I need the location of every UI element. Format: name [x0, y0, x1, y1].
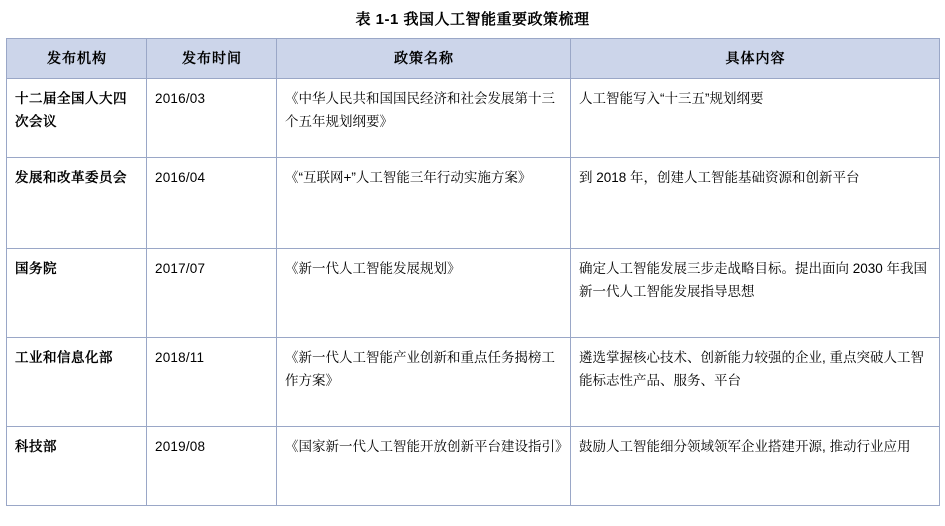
column-header-date: 发布时间: [147, 39, 277, 79]
table-row: [7, 337, 940, 426]
cell-org: 十二届全国人大四次会议: [7, 78, 147, 157]
cell-policy-name: 《“互联网+”人工智能三年行动实施方案》: [277, 157, 571, 248]
column-header-details: 具体内容: [571, 39, 940, 79]
cell-org: 科技部: [7, 426, 147, 505]
table-row: [7, 78, 940, 157]
cell-org: 工业和信息化部: [7, 337, 147, 426]
cell-policy-name: 《新一代人工智能产业创新和重点任务揭榜工作方案》: [277, 337, 571, 426]
policy-table: [6, 38, 940, 506]
cell-details: 到 2018 年，创建人工智能基础资源和创新平台: [571, 157, 940, 248]
column-header-org: 发布机构: [7, 39, 147, 79]
table-body: [7, 78, 940, 505]
table-row: [7, 157, 940, 248]
table-title: 表 1-1 我国人工智能重要政策梳理: [355, 11, 590, 28]
cell-policy-name: 《中华人民共和国国民经济和社会发展第十三个五年规划纲要》: [277, 78, 571, 157]
cell-details: 鼓励人工智能细分领域领军企业搭建开源, 推动行业应用: [571, 426, 940, 505]
cell-date: 2017/07: [147, 248, 277, 337]
cell-details: 人工智能写入“十三五”规划纲要: [571, 78, 940, 157]
cell-policy-name: 《新一代人工智能发展规划》: [277, 248, 571, 337]
cell-org: 国务院: [7, 248, 147, 337]
cell-date: 2016/04: [147, 157, 277, 248]
table-row: [7, 248, 940, 337]
cell-details: 确定人工智能发展三步走战略目标。提出面向 2030 年我国新一代人工智能发展指导思想: [571, 248, 940, 337]
cell-org: 发展和改革委员会: [7, 157, 147, 248]
table-row: [7, 426, 940, 505]
cell-policy-name: 《国家新一代人工智能开放创新平台建设指引》: [277, 426, 571, 505]
column-header-policy-name: 政策名称: [277, 39, 571, 79]
cell-date: 2018/11: [147, 337, 277, 426]
table-header: [7, 39, 940, 79]
cell-date: 2016/03: [147, 78, 277, 157]
cell-details: 遴选掌握核心技术、创新能力较强的企业, 重点突破人工智能标志性产品、服务、平台: [571, 337, 940, 426]
cell-date: 2019/08: [147, 426, 277, 505]
table-header-row: [7, 39, 940, 79]
